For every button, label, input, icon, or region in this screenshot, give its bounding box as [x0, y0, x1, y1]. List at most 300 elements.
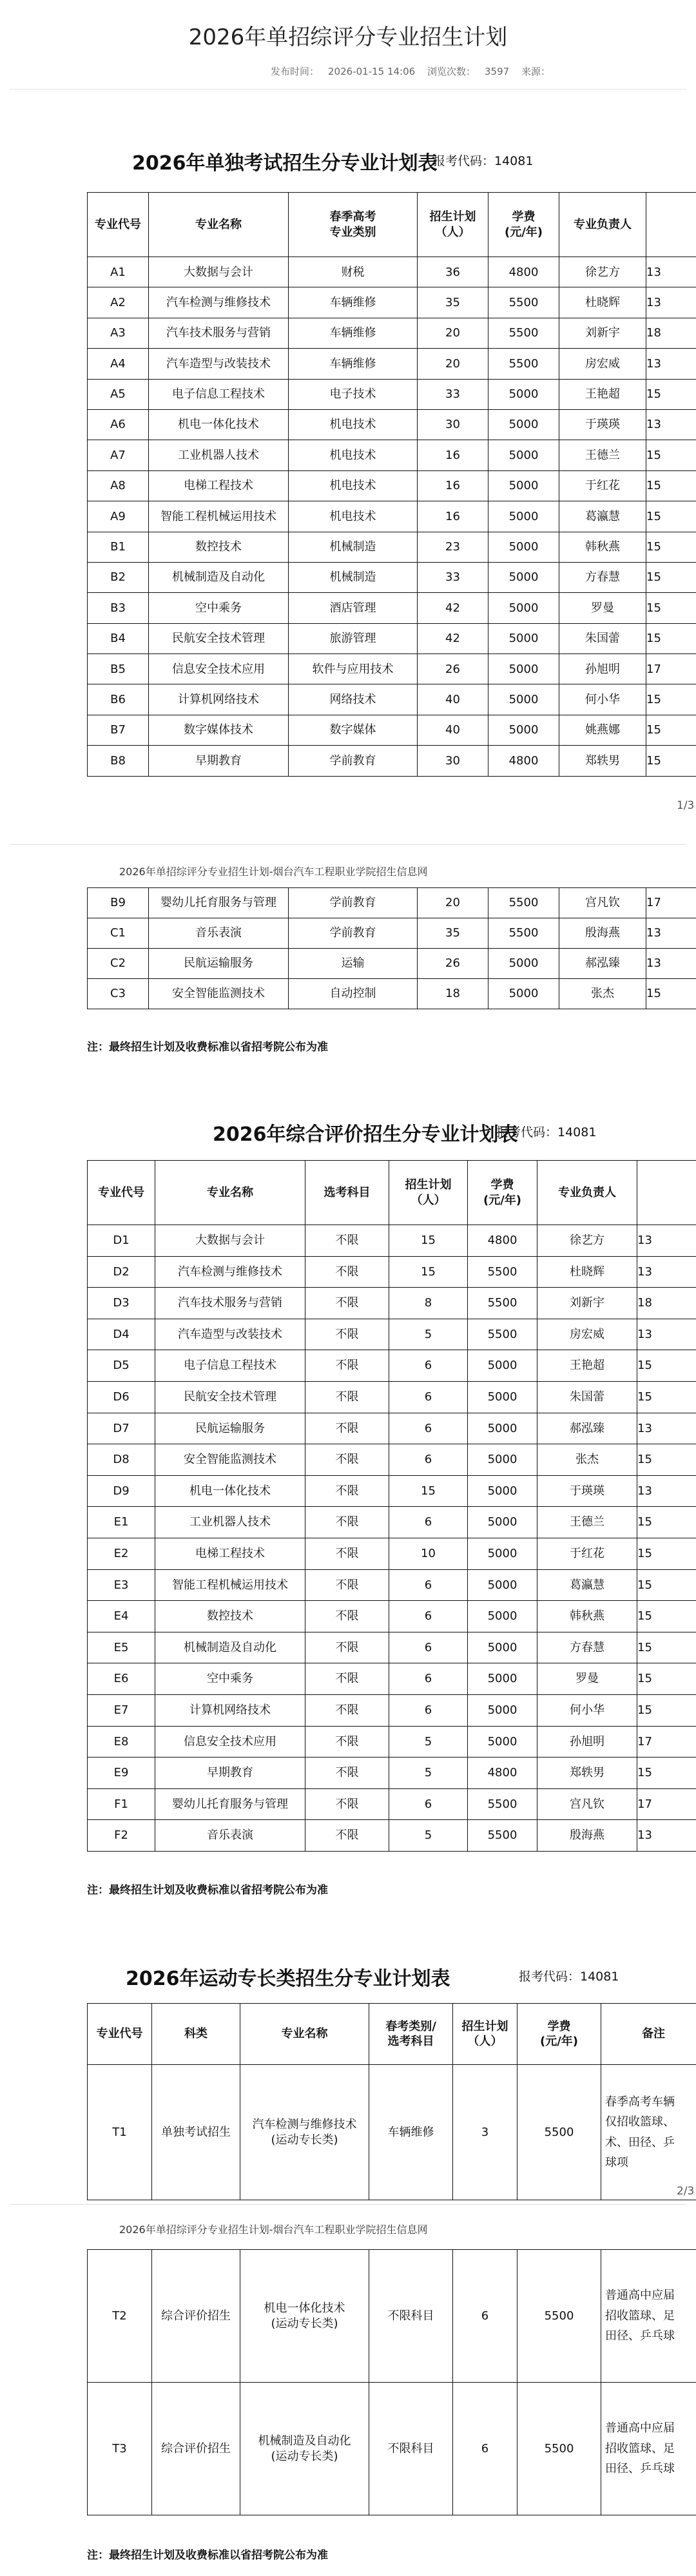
- cell-major: 信息安全技术应用: [155, 1726, 305, 1758]
- cell-lead: 张杰: [559, 979, 646, 1009]
- cell-category: 不限: [305, 1632, 389, 1663]
- cell-lead: 房宏威: [559, 349, 646, 379]
- cell-fee: 5000: [488, 532, 559, 562]
- cell-code: E1: [88, 1507, 155, 1538]
- cell-fee: 5000: [468, 1507, 537, 1538]
- cell-major: 汽车检测与维修技术 (运动专长类): [240, 2065, 369, 2200]
- cell-lead: 方春慧: [559, 562, 646, 592]
- cell-fee: 5500: [517, 2065, 601, 2200]
- table-row: [88, 949, 696, 979]
- col-header-code: 专业代号: [88, 193, 149, 257]
- cell-phone: 15: [637, 1601, 696, 1632]
- cell-phone: 18: [637, 1288, 696, 1319]
- cell-code: D4: [88, 1319, 155, 1350]
- cell-plan: 6: [389, 1788, 468, 1820]
- cell-phone: 15: [637, 1632, 696, 1663]
- cell-phone: 15: [637, 1350, 696, 1382]
- cell-lead: 何小华: [537, 1694, 637, 1726]
- cell-code: A2: [88, 287, 149, 318]
- col-header-name: 专业名称: [149, 193, 289, 257]
- cell-plan: 40: [418, 715, 488, 745]
- table-row: [88, 746, 696, 776]
- cell-phone: 13: [646, 349, 696, 379]
- table-row: [88, 888, 696, 918]
- cell-category: 机电技术: [289, 470, 418, 501]
- cell-phone: 13: [646, 287, 696, 318]
- cell-phone: 13: [637, 1820, 696, 1852]
- cell-lead: 韩秋燕: [537, 1601, 637, 1632]
- cell-category: 软件与应用技术: [289, 654, 418, 684]
- cell-major: 民航运输服务: [149, 949, 289, 979]
- cell-fee: 5000: [468, 1444, 537, 1476]
- cell-major: 汽车造型与改装技术: [149, 349, 289, 379]
- cell-fee: 5500: [488, 918, 559, 949]
- cell-major: 机械制造及自动化: [155, 1632, 305, 1663]
- cell-category: 不限: [305, 1569, 389, 1601]
- cell-category: 网络技术: [289, 684, 418, 715]
- cell-code: E2: [88, 1538, 155, 1569]
- cell-phone: 13: [637, 1256, 696, 1288]
- cell-category: 车辆维修: [289, 349, 418, 379]
- cell-category: 不限: [305, 1288, 389, 1319]
- cell-plan: 40: [418, 684, 488, 715]
- cell-lead: 孙旭明: [559, 654, 646, 684]
- page-header-2: 2026年单招综评分专业招生计划-烟台汽车工程职业学院招生信息网: [119, 866, 428, 878]
- table-row: [88, 715, 696, 745]
- cell-major: 大数据与会计: [149, 257, 289, 287]
- cell-fee: 5000: [468, 1350, 537, 1382]
- col-header-remark: 备注: [601, 2004, 696, 2065]
- table-row: [88, 1444, 696, 1476]
- cell-major: 机电一体化技术 (运动专长类): [240, 2250, 369, 2383]
- table3: [87, 2003, 696, 2200]
- cell-major: 数控技术: [155, 1601, 305, 1632]
- cell-plan: 5: [389, 1319, 468, 1350]
- cell-plan: 20: [418, 318, 488, 348]
- cell-phone: 15: [637, 1663, 696, 1695]
- cell-phone: 15: [637, 1444, 696, 1476]
- cell-major: 数控技术: [149, 532, 289, 562]
- cell-category: 电子技术: [289, 379, 418, 409]
- cell-major: 音乐表演: [155, 1820, 305, 1852]
- cell-major: 大数据与会计: [155, 1225, 305, 1257]
- cell-code: F1: [88, 1788, 155, 1820]
- cell-kind: 单独考试招生: [152, 2065, 240, 2200]
- cell-category: 车辆维修: [369, 2065, 453, 2200]
- cell-lead: 张杰: [537, 1444, 637, 1476]
- table-row: [88, 318, 696, 348]
- cell-code: B7: [88, 715, 149, 745]
- cell-plan: 6: [389, 1632, 468, 1663]
- cell-plan: 6: [389, 1350, 468, 1382]
- table2-body: [88, 1225, 696, 1852]
- table-row: [88, 1381, 696, 1413]
- col-header-plan: 招生计划 （人）: [418, 193, 488, 257]
- cell-major: 数字媒体技术: [149, 715, 289, 745]
- table-row: [88, 349, 696, 379]
- cell-fee: 5000: [488, 501, 559, 532]
- table2-header-row: [88, 1161, 696, 1225]
- cell-lead: 朱国蕾: [537, 1381, 637, 1413]
- cell-plan: 42: [418, 623, 488, 654]
- cell-code: A5: [88, 379, 149, 409]
- cell-fee: 5000: [468, 1726, 537, 1758]
- cell-fee: 5000: [488, 684, 559, 715]
- cell-plan: 16: [418, 501, 488, 532]
- table-row: [88, 1225, 696, 1257]
- cell-category: 不限: [305, 1820, 389, 1852]
- cell-category: 不限: [305, 1381, 389, 1413]
- col-header-kind: 科类: [152, 2004, 240, 2065]
- cell-major: 信息安全技术应用: [149, 654, 289, 684]
- source-label: 来源：: [521, 66, 550, 77]
- cell-code: B8: [88, 746, 149, 776]
- cell-code: A4: [88, 349, 149, 379]
- cell-phone: 13: [637, 1319, 696, 1350]
- table-row: [88, 593, 696, 623]
- table-row: [88, 1694, 696, 1726]
- cell-plan: 6: [389, 1663, 468, 1695]
- col-header-fee: 学费 (元/年): [468, 1161, 537, 1225]
- cell-fee: 5000: [488, 623, 559, 654]
- table-row: [88, 1820, 696, 1852]
- cell-code: B1: [88, 532, 149, 562]
- col-header-name: 专业名称: [240, 2004, 369, 2065]
- cell-fee: 5000: [488, 440, 559, 470]
- cell-major: 音乐表演: [149, 918, 289, 949]
- cell-code: B3: [88, 593, 149, 623]
- cell-fee: 4800: [468, 1225, 537, 1257]
- col-header-fee: 学费 (元/年): [517, 2004, 601, 2065]
- cell-code: D8: [88, 1444, 155, 1476]
- cell-phone: 13: [637, 1225, 696, 1257]
- cell-plan: 6: [389, 1381, 468, 1413]
- cell-code: D1: [88, 1225, 155, 1257]
- cell-phone: 18: [646, 318, 696, 348]
- cell-lead: 罗曼: [537, 1663, 637, 1695]
- cell-phone: 15: [646, 440, 696, 470]
- cell-major: 计算机网络技术: [149, 684, 289, 715]
- cell-fee: 5000: [488, 979, 559, 1009]
- table1-code: 报考代码：14081: [433, 154, 534, 168]
- table-row: [88, 532, 696, 562]
- cell-lead: 王德兰: [559, 440, 646, 470]
- table2: [87, 1160, 696, 1852]
- cell-code: E7: [88, 1694, 155, 1726]
- cell-major: 空中乘务: [155, 1663, 305, 1695]
- col-header-fee: 学费 (元/年): [488, 193, 559, 257]
- cell-phone: 15: [646, 746, 696, 776]
- cell-fee: 5000: [488, 379, 559, 409]
- table2-code: 报考代码：14081: [496, 1125, 597, 1139]
- cell-category: 车辆维修: [289, 318, 418, 348]
- cell-category: 不限: [305, 1319, 389, 1350]
- cell-major: 机械制造及自动化 (运动专长类): [240, 2383, 369, 2515]
- cell-category: 运输: [289, 949, 418, 979]
- cell-lead: 孙旭明: [537, 1726, 637, 1758]
- page-break-1: [10, 844, 686, 845]
- cell-plan: 8: [389, 1288, 468, 1319]
- cell-category: 自动控制: [289, 979, 418, 1009]
- views-label: 浏览次数：: [427, 66, 476, 77]
- cell-plan: 35: [418, 287, 488, 318]
- cell-plan: 6: [389, 1694, 468, 1726]
- page-number-1: 1/3: [677, 799, 695, 812]
- cell-plan: 18: [418, 979, 488, 1009]
- cell-plan: 42: [418, 593, 488, 623]
- table-row: [88, 501, 696, 532]
- cell-code: F2: [88, 1820, 155, 1852]
- cell-fee: 5500: [488, 287, 559, 318]
- cell-phone: 15: [637, 1694, 696, 1726]
- cell-lead: 朱国蕾: [559, 623, 646, 654]
- cell-category: 不限: [305, 1694, 389, 1726]
- cell-fee: 5000: [468, 1663, 537, 1695]
- cell-lead: 罗曼: [559, 593, 646, 623]
- note-1: 注：最终招生计划及收费标准以省招考院公布为准: [87, 1041, 328, 1054]
- table-row: [88, 409, 696, 440]
- cell-plan: 6: [389, 1507, 468, 1538]
- cell-phone: 17: [646, 654, 696, 684]
- cell-lead: 宫凡钦: [559, 888, 646, 918]
- cell-lead: 姚燕娜: [559, 715, 646, 745]
- cell-lead: 徐艺方: [537, 1225, 637, 1257]
- cell-major: 智能工程机械运用技术: [155, 1569, 305, 1601]
- cell-fee: 4800: [488, 257, 559, 287]
- cell-category: 财税: [289, 257, 418, 287]
- cell-plan: 26: [418, 654, 488, 684]
- cell-phone: 17: [637, 1788, 696, 1820]
- cell-kind: 综合评价招生: [152, 2250, 240, 2383]
- table-row: [88, 623, 696, 654]
- cell-plan: 23: [418, 532, 488, 562]
- col-header-plan: 招生计划 （人）: [389, 1161, 468, 1225]
- cell-fee: 5500: [468, 1256, 537, 1288]
- table2-title: 2026年综合评价招生分专业计划表: [213, 1123, 518, 1146]
- cell-fee: 5000: [468, 1381, 537, 1413]
- cell-lead: 宫凡钦: [537, 1788, 637, 1820]
- col-header-phone: [637, 1161, 696, 1225]
- cell-category: 不限: [305, 1726, 389, 1758]
- table-row: [88, 1569, 696, 1601]
- cell-plan: 26: [418, 949, 488, 979]
- cell-plan: 6: [453, 2250, 517, 2383]
- cell-lead: 葛瀛慧: [537, 1569, 637, 1601]
- cell-category: 机械制造: [289, 532, 418, 562]
- cell-category: 机械制造: [289, 562, 418, 592]
- table-row: [88, 1350, 696, 1382]
- cell-plan: 15: [389, 1256, 468, 1288]
- table3-body: [88, 2065, 696, 2200]
- cell-lead: 房宏威: [537, 1319, 637, 1350]
- cell-fee: 5500: [468, 1288, 537, 1319]
- table1-continued-body: [88, 888, 696, 1009]
- cell-lead: 王艳超: [537, 1350, 637, 1382]
- cell-major: 机电一体化技术: [155, 1475, 305, 1507]
- col-header-lead: 专业负责人: [559, 193, 646, 257]
- published-label: 发布时间：: [271, 66, 320, 77]
- cell-code: B2: [88, 562, 149, 592]
- cell-fee: 5000: [468, 1694, 537, 1726]
- cell-major: 安全智能监测技术: [149, 979, 289, 1009]
- cell-plan: 15: [389, 1225, 468, 1257]
- table-row: [88, 1601, 696, 1632]
- cell-category: 不限: [305, 1475, 389, 1507]
- table-row: [88, 1788, 696, 1820]
- cell-major: 机电一体化技术: [149, 409, 289, 440]
- table-row: [88, 2250, 696, 2383]
- table-row: [88, 257, 696, 287]
- cell-code: A1: [88, 257, 149, 287]
- cell-fee: 5000: [488, 654, 559, 684]
- cell-code: C1: [88, 918, 149, 949]
- cell-category: 不限: [305, 1444, 389, 1476]
- cell-code: A9: [88, 501, 149, 532]
- cell-plan: 10: [389, 1538, 468, 1569]
- cell-major: 工业机器人技术: [149, 440, 289, 470]
- cell-code: A7: [88, 440, 149, 470]
- col-header-lead: 专业负责人: [537, 1161, 637, 1225]
- table-row: [88, 1663, 696, 1695]
- cell-major: 汽车技术服务与营销: [149, 318, 289, 348]
- cell-fee: 5000: [468, 1538, 537, 1569]
- cell-fee: 5000: [468, 1413, 537, 1444]
- page-header-3: 2026年单招综评分专业招生计划-烟台汽车工程职业学院招生信息网: [119, 2223, 428, 2236]
- cell-plan: 20: [418, 888, 488, 918]
- cell-fee: 5000: [468, 1601, 537, 1632]
- cell-lead: 王艳超: [559, 379, 646, 409]
- col-header-code: 专业代号: [88, 1161, 155, 1225]
- cell-code: A3: [88, 318, 149, 348]
- cell-fee: 4800: [488, 746, 559, 776]
- cell-fee: 5000: [488, 949, 559, 979]
- cell-phone: 15: [637, 1507, 696, 1538]
- cell-fee: 5500: [468, 1788, 537, 1820]
- cell-major: 早期教育: [155, 1758, 305, 1789]
- cell-category: 不限: [305, 1350, 389, 1382]
- cell-phone: 15: [646, 532, 696, 562]
- article-meta: [271, 64, 559, 78]
- cell-category: 数字媒体: [289, 715, 418, 745]
- cell-lead: 于红花: [559, 470, 646, 501]
- table-row: [88, 1319, 696, 1350]
- cell-code: D5: [88, 1350, 155, 1382]
- cell-code: E8: [88, 1726, 155, 1758]
- table3-code: 报考代码：14081: [519, 1970, 619, 1984]
- col-header-subject: 选考科目: [305, 1161, 389, 1225]
- cell-category: 学前教育: [289, 888, 418, 918]
- cell-plan: 6: [389, 1569, 468, 1601]
- cell-phone: 17: [646, 888, 696, 918]
- cell-fee: 5500: [468, 1319, 537, 1350]
- cell-lead: 于瑛瑛: [559, 409, 646, 440]
- cell-remark: 普通高中应届 招收篮球、足 田径、乒乓球: [601, 2383, 696, 2515]
- cell-category: 学前教育: [289, 746, 418, 776]
- cell-lead: 郝泓臻: [559, 949, 646, 979]
- cell-lead: 何小华: [559, 684, 646, 715]
- cell-category: 不限: [305, 1507, 389, 1538]
- cell-plan: 20: [418, 349, 488, 379]
- cell-plan: 30: [418, 409, 488, 440]
- cell-code: E3: [88, 1569, 155, 1601]
- table-row: [88, 918, 696, 949]
- cell-phone: 15: [637, 1381, 696, 1413]
- cell-phone: 15: [646, 684, 696, 715]
- cell-plan: 5: [389, 1758, 468, 1789]
- cell-phone: 17: [637, 1726, 696, 1758]
- cell-code: E9: [88, 1758, 155, 1789]
- cell-plan: 6: [389, 1444, 468, 1476]
- cell-category: 机电技术: [289, 409, 418, 440]
- cell-plan: 6: [453, 2383, 517, 2515]
- cell-category: 不限: [305, 1788, 389, 1820]
- cell-code: B9: [88, 888, 149, 918]
- table-row: [88, 379, 696, 409]
- cell-category: 机电技术: [289, 501, 418, 532]
- cell-lead: 殷海燕: [559, 918, 646, 949]
- cell-code: D9: [88, 1475, 155, 1507]
- cell-major: 民航安全技术管理: [149, 623, 289, 654]
- cell-category: 机电技术: [289, 440, 418, 470]
- table-row: [88, 2065, 696, 2200]
- cell-plan: 33: [418, 562, 488, 592]
- table-row: [88, 1288, 696, 1319]
- cell-lead: 郑轶男: [559, 746, 646, 776]
- cell-fee: 5000: [488, 562, 559, 592]
- cell-phone: 15: [646, 562, 696, 592]
- cell-lead: 郑轶男: [537, 1758, 637, 1789]
- cell-phone: 15: [637, 1569, 696, 1601]
- cell-plan: 15: [389, 1475, 468, 1507]
- table3-continued-body: [88, 2250, 696, 2515]
- table1: [87, 192, 696, 777]
- table-row: [88, 1256, 696, 1288]
- table-row: [88, 287, 696, 318]
- cell-code: D2: [88, 1256, 155, 1288]
- cell-lead: 杜晓辉: [537, 1256, 637, 1288]
- cell-lead: 于瑛瑛: [537, 1475, 637, 1507]
- cell-plan: 5: [389, 1726, 468, 1758]
- cell-phone: 15: [646, 715, 696, 745]
- table-row: [88, 1507, 696, 1538]
- cell-major: 智能工程机械运用技术: [149, 501, 289, 532]
- cell-fee: 5000: [488, 409, 559, 440]
- cell-plan: 36: [418, 257, 488, 287]
- cell-plan: 16: [418, 470, 488, 501]
- cell-lead: 郝泓臻: [537, 1413, 637, 1444]
- header-divider: [10, 89, 686, 90]
- cell-kind: 综合评价招生: [152, 2383, 240, 2515]
- cell-code: T3: [88, 2383, 152, 2515]
- cell-category: 不限: [305, 1601, 389, 1632]
- cell-fee: 5000: [468, 1632, 537, 1663]
- cell-major: 汽车造型与改装技术: [155, 1319, 305, 1350]
- cell-fee: 5000: [468, 1569, 537, 1601]
- cell-fee: 5000: [488, 593, 559, 623]
- table1-continued: [87, 887, 696, 1009]
- cell-fee: 5000: [488, 715, 559, 745]
- cell-major: 汽车检测与维修技术: [149, 287, 289, 318]
- cell-phone: 15: [646, 470, 696, 501]
- cell-fee: 5000: [488, 470, 559, 501]
- cell-phone: 13: [646, 949, 696, 979]
- table-row: [88, 1632, 696, 1663]
- cell-fee: 4800: [468, 1758, 537, 1789]
- cell-category: 不限科目: [369, 2383, 453, 2515]
- cell-phone: 15: [646, 593, 696, 623]
- cell-lead: 韩秋燕: [559, 532, 646, 562]
- cell-plan: 35: [418, 918, 488, 949]
